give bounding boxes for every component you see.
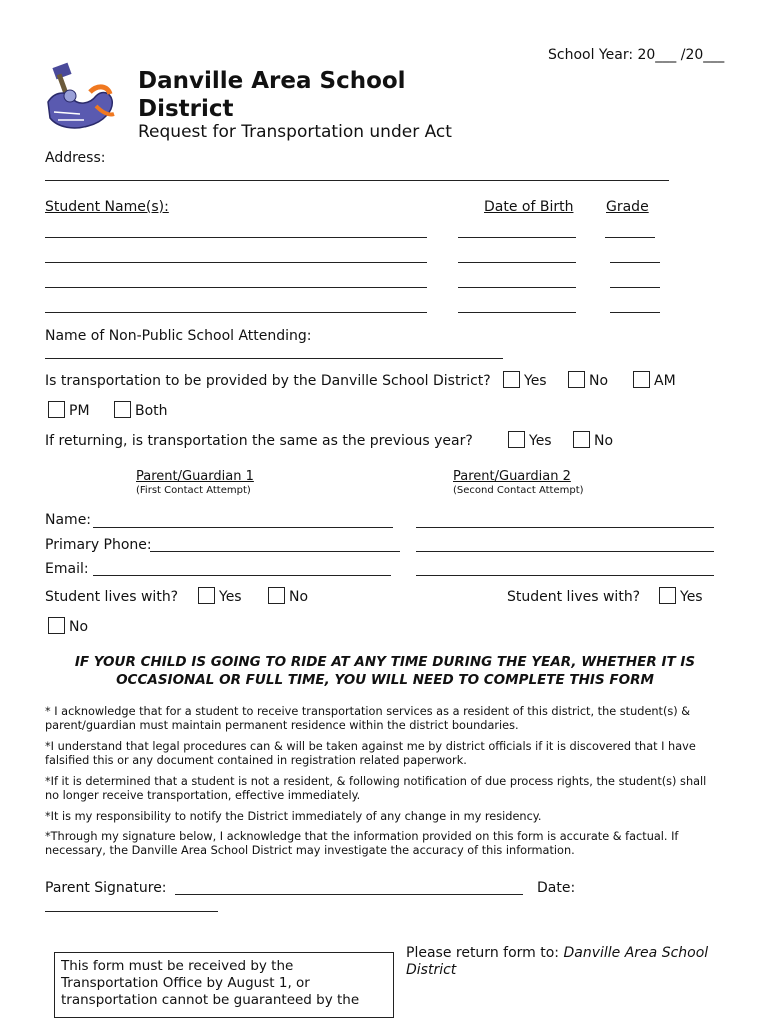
student-dob-field[interactable]	[458, 262, 576, 263]
statement-3-line1: *If it is determined that a student is not a resident, & following notification of due process rights, the student(s) shall	[45, 775, 707, 788]
student-name-field[interactable]	[45, 287, 427, 288]
guardian2-lives-no-checkbox[interactable]	[48, 617, 65, 634]
deadline-line3: transportation cannot be guaranteed by the	[61, 992, 360, 1008]
guardian1-lives-no-checkbox[interactable]	[268, 587, 285, 604]
grade-header: Grade	[606, 199, 649, 215]
return-to-prefix: Please return form to:	[406, 945, 560, 961]
statement-1-line2: parent/guardian must maintain permanent residence within the district boundaries.	[45, 719, 519, 732]
date-label: Date:	[537, 880, 576, 896]
pm-label: PM	[69, 403, 90, 419]
am-label: AM	[654, 373, 676, 389]
return-to-line1	[406, 945, 708, 961]
dob-header: Date of Birth	[484, 199, 574, 215]
ironman-flexing-arm-hammer-icon	[40, 62, 118, 138]
student-dob-field[interactable]	[458, 312, 576, 313]
guardian2-phone-field[interactable]	[416, 551, 714, 552]
statement-5-line1: *Through my signature below, I acknowledge that the information provided on this form is accurate & factual. If	[45, 830, 679, 843]
student-grade-field[interactable]	[605, 237, 655, 238]
guardian2-lives-no-label: No	[69, 619, 89, 635]
guardian-name-label: Name:	[45, 512, 92, 528]
deadline-notice-box	[54, 952, 394, 1018]
date-field[interactable]	[45, 911, 218, 912]
guardian1-lives-yes-label: Yes	[219, 589, 242, 605]
both-label: Both	[135, 403, 168, 419]
guardian2-lives-yes-label: Yes	[680, 589, 703, 605]
student-name-field[interactable]	[45, 262, 427, 263]
deadline-line1: This form must be received by the	[61, 958, 294, 974]
student-grade-field[interactable]	[610, 312, 660, 313]
transport-no-checkbox[interactable]	[568, 371, 585, 388]
deadline-line2: Transportation Office by August 1, or	[61, 975, 310, 991]
notice-line1: IF YOUR CHILD IS GOING TO RIDE AT ANY TIME DURING THE YEAR, WHETHER IT IS	[74, 654, 696, 670]
returning-no-checkbox[interactable]	[573, 431, 590, 448]
return-to-destination: Danville Area School	[563, 945, 709, 961]
student-names-header: Student Name(s):	[45, 199, 169, 215]
school-year-label: School Year: 20___ /20___	[548, 47, 725, 63]
returning-no-label: No	[594, 433, 614, 449]
guardian-email-label: Email:	[45, 561, 89, 577]
student-dob-field[interactable]	[458, 287, 576, 288]
student-name-field[interactable]	[45, 237, 427, 238]
guardian1-lives-no-label: No	[289, 589, 309, 605]
address-field[interactable]	[45, 180, 669, 181]
transport-yes-label: Yes	[524, 373, 547, 389]
returning-yes-label: Yes	[529, 433, 552, 449]
guardian2-title: Parent/Guardian 2	[453, 469, 571, 484]
guardian1-title: Parent/Guardian 1	[136, 469, 254, 484]
form-subtitle: Request for Transportation under Act	[138, 122, 452, 142]
guardian2-email-field[interactable]	[416, 575, 714, 576]
both-checkbox[interactable]	[114, 401, 131, 418]
student-grade-field[interactable]	[610, 262, 660, 263]
statement-2-line1: *I understand that legal procedures can & will be taken against me by district officials if it is discovered that I have	[45, 740, 696, 753]
signature-field[interactable]	[175, 894, 523, 895]
statement-2-line2: falsified this or any document contained in registration related paperwork.	[45, 754, 467, 767]
guardian1-name-field[interactable]	[93, 527, 393, 528]
statement-5-line2: necessary, the Danville Area School District may investigate the accuracy of this information.	[45, 844, 575, 857]
notice-line2: OCCASIONAL OR FULL TIME, YOU WILL NEED TO COMPLETE THIS FORM	[116, 672, 654, 688]
returning-yes-checkbox[interactable]	[508, 431, 525, 448]
returning-question: If returning, is transportation the same as the previous year?	[45, 433, 473, 449]
district-title-line1: Danville Area School	[138, 68, 406, 94]
guardian2-lives-with-label: Student lives with?	[507, 589, 641, 605]
statement-1-line1: * I acknowledge that for a student to receive transportation services as a resident of this district, the student(s) &	[45, 705, 691, 718]
guardian-phone-label: Primary Phone:	[45, 537, 152, 553]
signature-label: Parent Signature:	[45, 880, 167, 896]
return-to-line2: District	[406, 962, 457, 978]
student-name-field[interactable]	[45, 312, 427, 313]
guardian2-subtitle: (Second Contact Attempt)	[453, 485, 584, 496]
address-label: Address:	[45, 150, 106, 166]
student-dob-field[interactable]	[458, 237, 576, 238]
pm-checkbox[interactable]	[48, 401, 65, 418]
transport-no-label: No	[589, 373, 609, 389]
am-checkbox[interactable]	[633, 371, 650, 388]
guardian1-lives-with-label: Student lives with?	[45, 589, 179, 605]
guardian2-lives-yes-checkbox[interactable]	[659, 587, 676, 604]
district-title-line2: District	[138, 96, 234, 122]
guardian1-subtitle: (First Contact Attempt)	[136, 485, 251, 496]
student-grade-field[interactable]	[610, 287, 660, 288]
nonpublic-school-label: Name of Non-Public School Attending:	[45, 328, 312, 344]
statement-3-line2: no longer receive transportation, effective immediately.	[45, 789, 361, 802]
guardian1-phone-field[interactable]	[150, 551, 400, 552]
transport-question: Is transportation to be provided by the Danville School District?	[45, 373, 491, 389]
statement-4-line1: *It is my responsibility to notify the District immediately of any change in my residency.	[45, 810, 542, 823]
guardian1-email-field[interactable]	[93, 575, 391, 576]
guardian2-name-field[interactable]	[416, 527, 714, 528]
transport-yes-checkbox[interactable]	[503, 371, 520, 388]
nonpublic-school-field[interactable]	[45, 358, 503, 359]
guardian1-lives-yes-checkbox[interactable]	[198, 587, 215, 604]
